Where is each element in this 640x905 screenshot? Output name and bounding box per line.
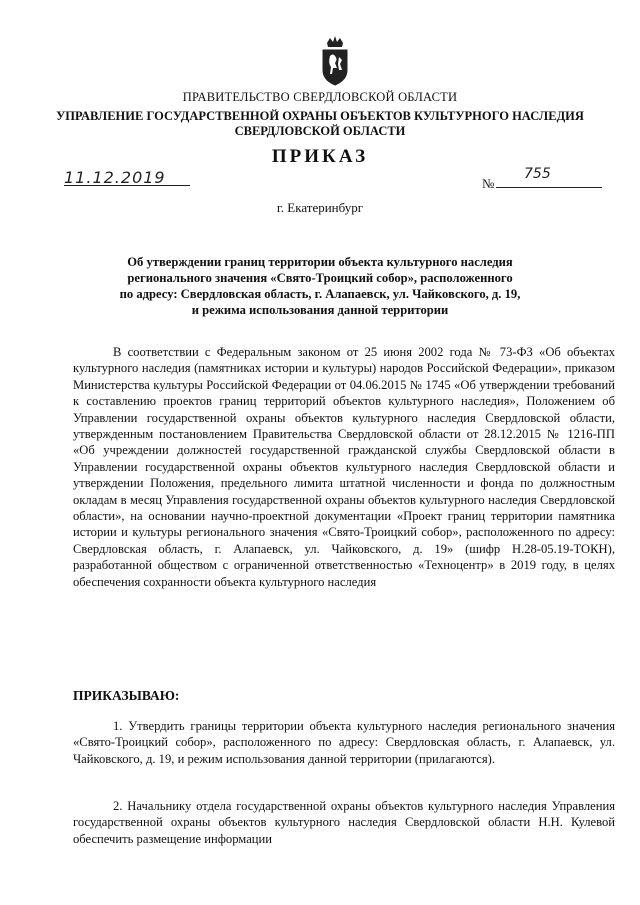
handwritten-date: 11.12.2019: [64, 168, 166, 187]
government-name: ПРАВИТЕЛЬСТВО СВЕРДЛОВСКОЙ ОБЛАСТИ: [182, 90, 458, 104]
number-label: №: [482, 176, 495, 191]
order-item-1: [73, 718, 615, 767]
order-keyword: ПРИКАЗЫВАЮ:: [73, 688, 180, 703]
department-line: УПРАВЛЕНИЕ ГОСУДАРСТВЕННОЙ ОХРАНЫ ОБЪЕКТОВ КУЛЬТУРНОГО НАСЛЕДИЯ СВЕРДЛОВСКОЙ ОБЛАСТИ: [56, 109, 584, 138]
subject-line-4: и режима использования данной территории: [191, 303, 449, 317]
order-subject: [0, 254, 640, 318]
city: г. Екатеринбург: [276, 200, 364, 215]
date-underline: [64, 185, 190, 186]
order-item-2: [73, 798, 615, 847]
document-type: ПРИКАЗ: [271, 146, 369, 167]
subject-line-3: по адресу: Свердловская область, г. Алапаевск, ул. Чайковского, д. 19,: [119, 287, 521, 301]
preamble-text: В соответствии с Федеральным законом от 25 июня 2002 года № 73-ФЗ «Об объектах культурного наследия (памятниках истории и культуры) народов Российской Федерации», приказом Министерства культуры Российской Федерации от 04.06.2015 № 1745 «Об утверждении требований к составлению проектов границ территорий объектов культурного наследия», Положением об Управлении государственной охраны объектов культурного наследия Свердловской области, утвержденным постановлением Правительства Свердловской области от 28.12.2015 № 1216-ПП «Об учреждении должностей государственной гражданской службы Свердловской области в Управлении государственной охраны объектов культурного наследия Свердловской области и утверждении Положения, предельного лимита штатной численности и фонда по должностным окладам в месяц Управления государственной охраны объектов культурного наследия Свердловской области», на основании научно-проектной документации «Проект границ территории памятника истории и культуры регионального значения «Свято-Троицкий собор», расположенного по адресу: Свердловская область, г. Алапаевск, ул. Чайковского, д. 19» (шифр Н.28-05.19-ТОКН), разработанной обществом с ограниченной ответственностью «Техноцентр» в 2019 году, в целях обеспечения сохранности объекта культурного наследия: [73, 345, 615, 589]
sverdlovsk-coat-of-arms-icon: [321, 34, 349, 86]
subject-line-2: регионального значения «Свято-Троицкий собор», расположенного: [127, 271, 513, 285]
preamble: [73, 344, 615, 590]
number-underline: [496, 187, 602, 188]
subject-line-1: Об утверждении границ территории объекта культурного наследия: [127, 255, 513, 269]
order-item-text: 1. Утвердить границы территории объекта культурного наследия регионального значения «Свято-Троицкий собор», расположенного по адресу: Свердловская область, г. Алапаевск, ул. Чайковского, д. 19, и режим использования данной территории (прилагаются).: [73, 719, 615, 766]
handwritten-number: 755: [524, 166, 551, 182]
order-item-text: 2. Начальнику отдела государственной охраны объектов культурного наследия Управления государственной охраны объектов культурного наследия Свердловской области Н.Н. Кулевой обеспечить размещение информации: [73, 799, 615, 846]
department-name: [0, 109, 640, 139]
